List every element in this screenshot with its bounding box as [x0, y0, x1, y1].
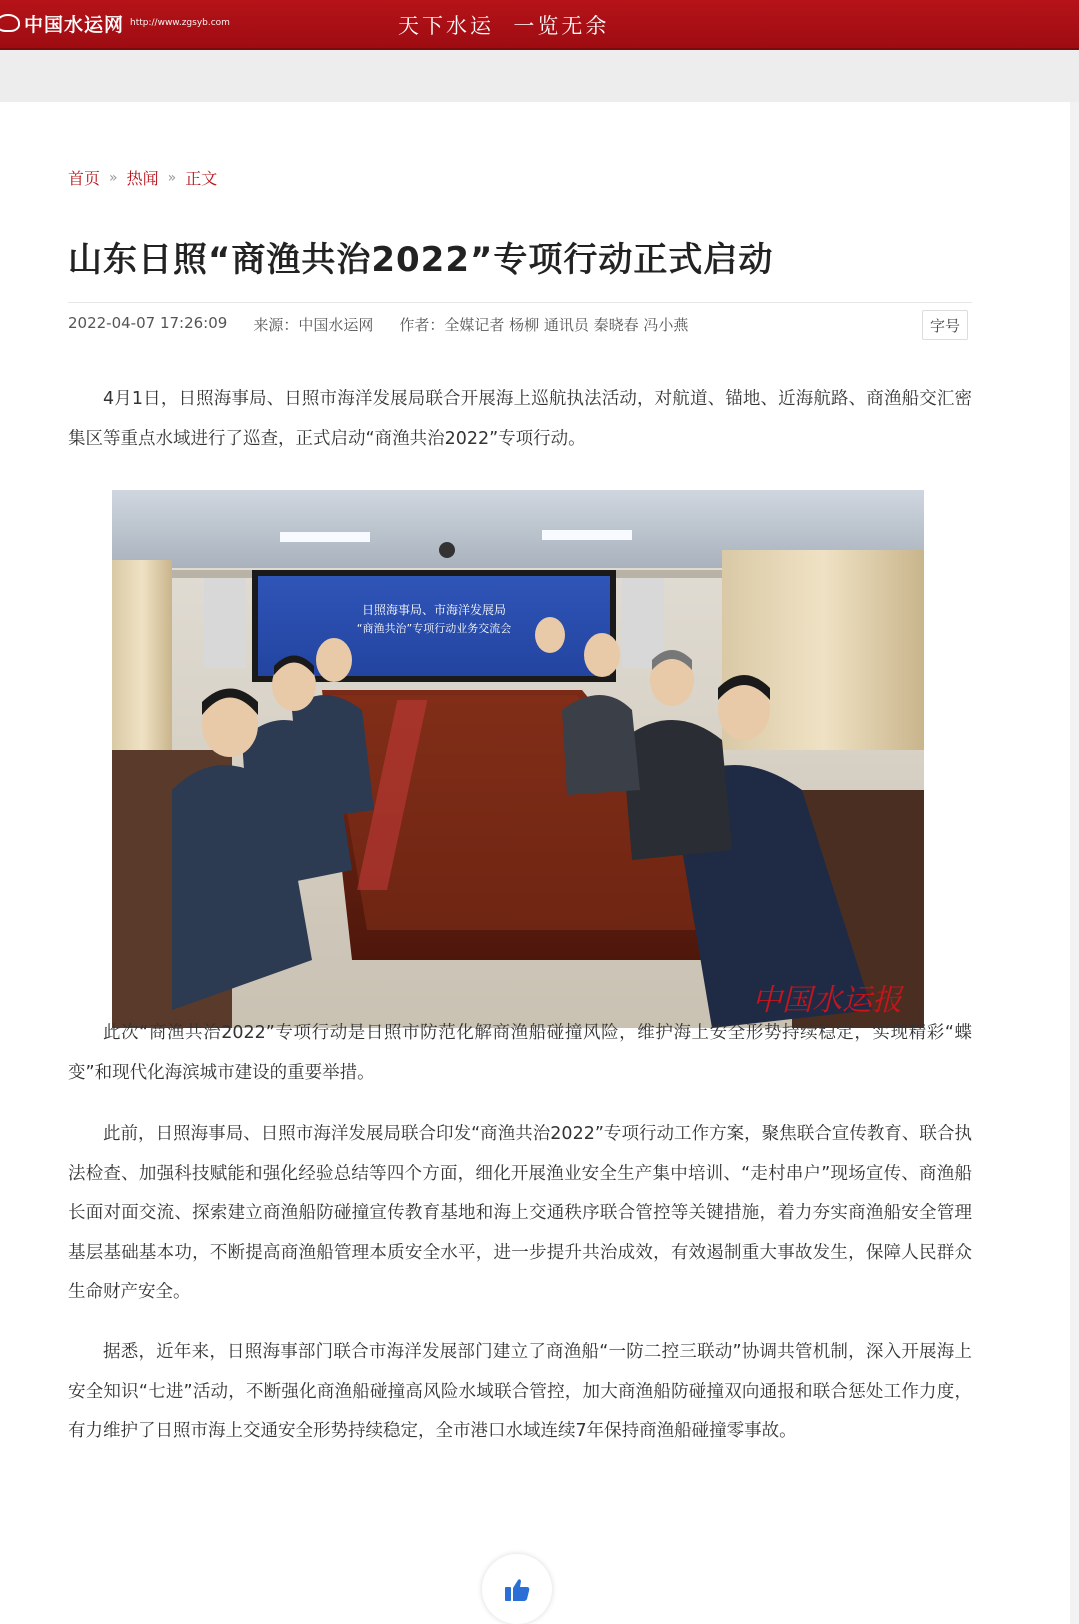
article-title: 山东日照“商渔共治2022”专项行动正式启动: [68, 240, 774, 280]
breadcrumb-hot-news[interactable]: 热闻: [126, 169, 159, 188]
article-author: 作者：全媒记者 杨柳 通讯员 秦晓春 冯小燕: [399, 316, 689, 334]
article-photo: [112, 490, 924, 1028]
breadcrumb-home[interactable]: 首页: [68, 169, 101, 188]
breadcrumb-article[interactable]: 正文: [185, 169, 218, 188]
site-slogan: 天下水运 一览无余: [398, 14, 610, 38]
font-size-button[interactable]: 字号: [922, 310, 968, 340]
like-button[interactable]: [482, 1554, 552, 1624]
site-header: [0, 0, 1079, 50]
article-source: 来源：中国水运网: [253, 316, 374, 334]
site-url: http://www.zgsyb.com: [130, 18, 230, 28]
screen-text-line2: “商渔共治”专项行动业务交流会: [356, 622, 512, 635]
site-logo[interactable]: [0, 8, 230, 38]
article-paragraph: 此次“商渔共治2022”专项行动是日照市防范化解商渔船碰撞风险，维护海上安全形势持续稳定，实现精彩“蝶变”和现代化海滨城市建设的重要举措。: [68, 1023, 972, 1083]
logo-icon: [0, 14, 20, 32]
photo-watermark: 中国水运报: [752, 983, 902, 1018]
breadcrumb-separator: »: [167, 169, 177, 186]
publish-datetime: 2022-04-07 17:26:09: [68, 314, 228, 332]
breadcrumb-separator: »: [109, 169, 118, 186]
article-paragraph: 此前，日照海事局、日照市海洋发展局联合印发“商渔共治2022”专项行动工作方案，聚焦联合宣传教育、联合执法检查、加强科技赋能和强化经验总结等四个方面，细化开展渔业安全生产集中培训、“走村串户”现场宣传、商渔船长面对面交流、探索建立商渔船防碰撞宣传教育基地和海上交通秩序联合管控等关键措施，着力夯实商渔船安全管理基层基础基本功，不断提高商渔船管理本质安全水平，进一步提升共治成效，有效遏制重大事故发生，保障人民群众生命财产安全。: [68, 1124, 972, 1302]
meta-divider: [68, 302, 972, 303]
breadcrumb: [68, 166, 217, 189]
site-name: 中国水运网: [24, 13, 125, 36]
nav-strip: [0, 50, 1079, 102]
article-paragraph: 4月1日，日照海事局、日照市海洋发展局联合开展海上巡航执法活动，对航道、锚地、近海航路、商渔船交汇密集区等重点水域进行了巡查，正式启动“商渔共治2022”专项行动。: [68, 389, 972, 449]
screen-text-line1: 日照海事局、市海洋发展局: [361, 603, 507, 617]
thumbs-up-icon: [504, 1578, 530, 1602]
article-paragraph: 据悉，近年来，日照海事部门联合市海洋发展部门建立了商渔船“一防二控三联动”协调共管机制，深入开展海上安全知识“七进”活动，不断强化商渔船碰撞高风险水域联合管控，加大商渔船防碰撞双向通报和联合惩处工作力度，有力维护了日照市海上交通安全形势持续稳定，全市港口水域连续7年保持商渔船碰撞零事故。: [68, 1342, 972, 1441]
article-meta: [68, 314, 714, 335]
